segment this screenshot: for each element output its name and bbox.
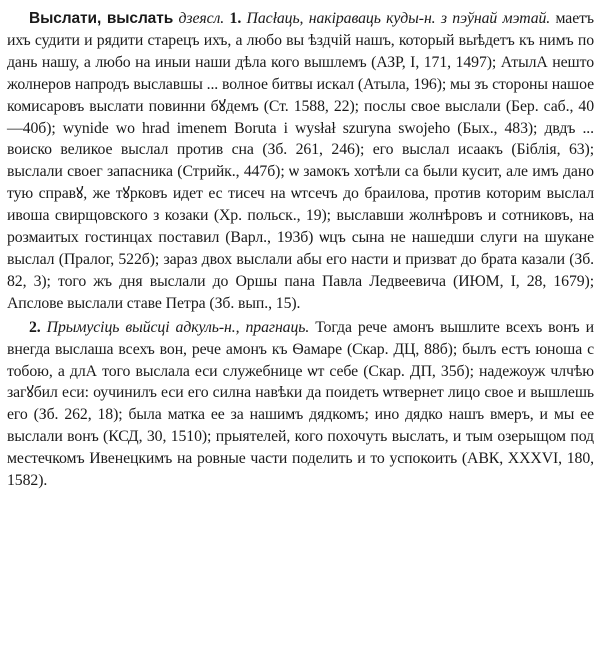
- sense-1-paragraph: [7, 8, 594, 315]
- sense-2-citations: Тогда рече амонъ вышлите всехъ вонъ и внегда выслаша всехъ вон, рече амонъ къ Ѳамаре (Скар. ДЦ, 88б); былъ естъ юноша с тобою, а длА того выслала еси служебнице ѡт себе (Скар. ДП, 35б); надежоуж члчѣю загꙋбил еси: оучинилъ еси его силна навѣки да поидеть ѡтвернет лицо свое и вышлешь его (Зб. 262, 18); была матка ее за нашимъ дядкомъ; ино дядко нашъ вмеръ, и мы ее выслали вонъ (КСД, 30, 1510); прыятелей, кого похочуть выслать, и тым озерыщом под местечкомъ Ивенецкимъ на ровные части поделить и то успокоить (АВК, XXXVI, 180, 1582).: [7, 318, 594, 490]
- sense-1-number: 1.: [229, 10, 242, 27]
- sense-2-paragraph: [7, 317, 594, 492]
- sense-1-gloss: Пасłаць, накіраваць куды-н. з пэўнай мэтай.: [246, 10, 551, 27]
- sense-2-gloss: Прымусіць выйсці адкуль-н., прагнаць.: [46, 318, 310, 336]
- grammar-label: дзеясл.: [178, 10, 225, 27]
- sense-1-citations: маетъ ихъ судити и рядити старецъ ихъ, а любо вы ѣздчій нашъ, который выѣдетъ къ нимъ по дань нашу, а любо на иныи наши дѣла кого вышлемъ (АЗР, І, 171, 1497); АтылА нешто жолнеров напродъ выславшы ... волное битвы искал (Атыла, 196); мы зъ стороны нашое комисаровъ выслати повинни бꙋдемъ (Ст. 1588, 22); послы свое выслали (Бер. саб., 40—40б); wynide wo hrad imenem Boruta i wysłał szurуna swojeho (Бых., 483); двдъ ... воиско великое выслал против сна (Зб. 261, 246); его выслал исаакъ (Біблія, 63); выслали своег запасника (Стрийк., 447б); ѡ замокъ хотѣли са были кусит, але имъ дано тую справꙋ, же тꙋрковъ идет ес тисеч на ѡтсечъ до браилова, против которим выслал ивоша свирщовского з козаки (Хр. польск., 19); выславши жолнѣровъ и сотниковъ, на розмаитых гостинцах поставил (Варл., 193б) ѡцъ сына не нашедши слуги на шукане выслал (Пралог, 522б); зараз двох выслали абы его насти и призват до брата казали (Зб. 82, 3); того жъ дня выслали до Оршы пана Павла Ледвеевича (ИЮМ, І, 28, 1679); Апслове выслали ставе Петра (Зб. вып., 15).: [7, 10, 594, 312]
- sense-2-number: 2.: [29, 318, 41, 336]
- headword: Выслати, выслать: [29, 10, 174, 27]
